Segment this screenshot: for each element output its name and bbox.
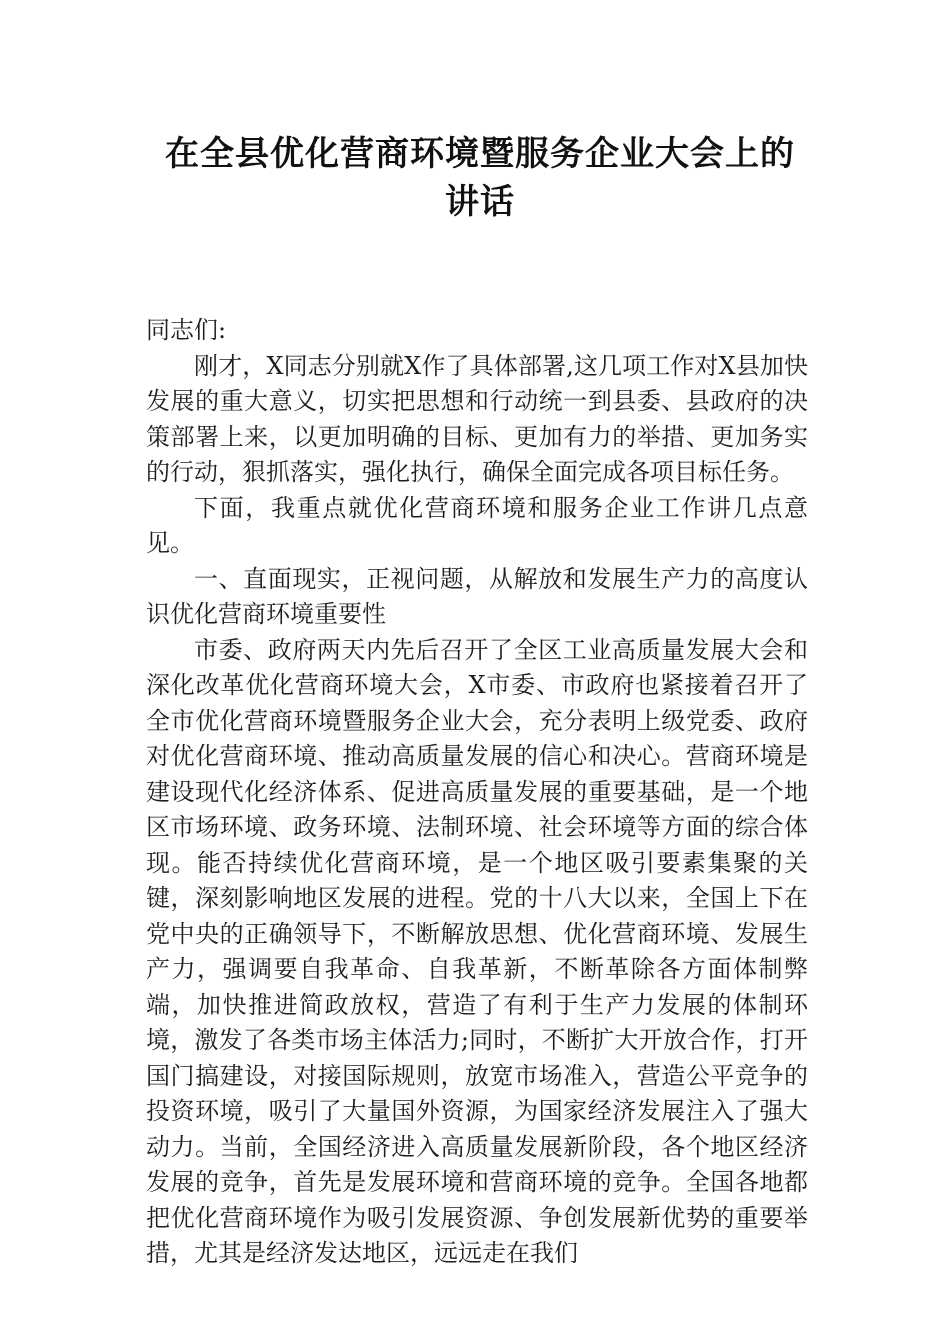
- paragraph: 刚才，X同志分别就X作了具体部署,这几项工作对X县加快发展的重大意义，切实把思想和行动统一到县委、县政府的决策部署上来，以更加明确的目标、更加有力的举措、更加务实的行动，狠抓落实，强化执行，确保全面完成各项目标任务。: [146, 351, 808, 486]
- document-title: 在全县优化营商环境暨服务企业大会上的讲话: [165, 134, 795, 222]
- paragraph: 下面，我重点就优化营商环境和服务企业工作讲几点意见。: [146, 493, 808, 557]
- section-heading: 一、直面现实，正视问题，从解放和发展生产力的高度认识优化营商环境重要性: [146, 564, 808, 628]
- paragraph: 市委、政府两天内先后召开了全区工业高质量发展大会和深化改革优化营商环境大会，X市委、市政府也紧接着召开了全市优化营商环境暨服务企业大会，充分表明上级党委、政府对优化营商环境、推动高质量发展的信心和决心。营商环境是建设现代化经济体系、促进高质量发展的重要基础，是一个地区市场环境、政务环境、法制环境、社会环境等方面的综合体现。能否持续优化营商环境，是一个地区吸引要素集聚的关键，深刻影响地区发展的进程。党的十八大以来，全国上下在党中央的正确领导下，不断解放思想、优化营商环境、发展生产力，强调要自我革命、自我革新，不断革除各方面体制弊端，加快推进简政放权，营造了有利于生产力发展的体制环境，激发了各类市场主体活力;同时，不断扩大开放合作，打开国门搞建设，对接国际规则，放宽市场准入，营造公平竞争的投资环境，吸引了大量国外资源，为国家经济发展注入了强大动力。当前，全国经济进入高质量发展新阶段，各个地区经济发展的竞争，首先是发展环境和营商环境的竞争。全国各地都把优化营商环境作为吸引发展资源、争创发展新优势的重要举措，尤其是经济发达地区，远远走在我们: [146, 635, 808, 1267]
- salutation: 同志们:: [146, 316, 227, 344]
- document-body: [146, 313, 808, 1272]
